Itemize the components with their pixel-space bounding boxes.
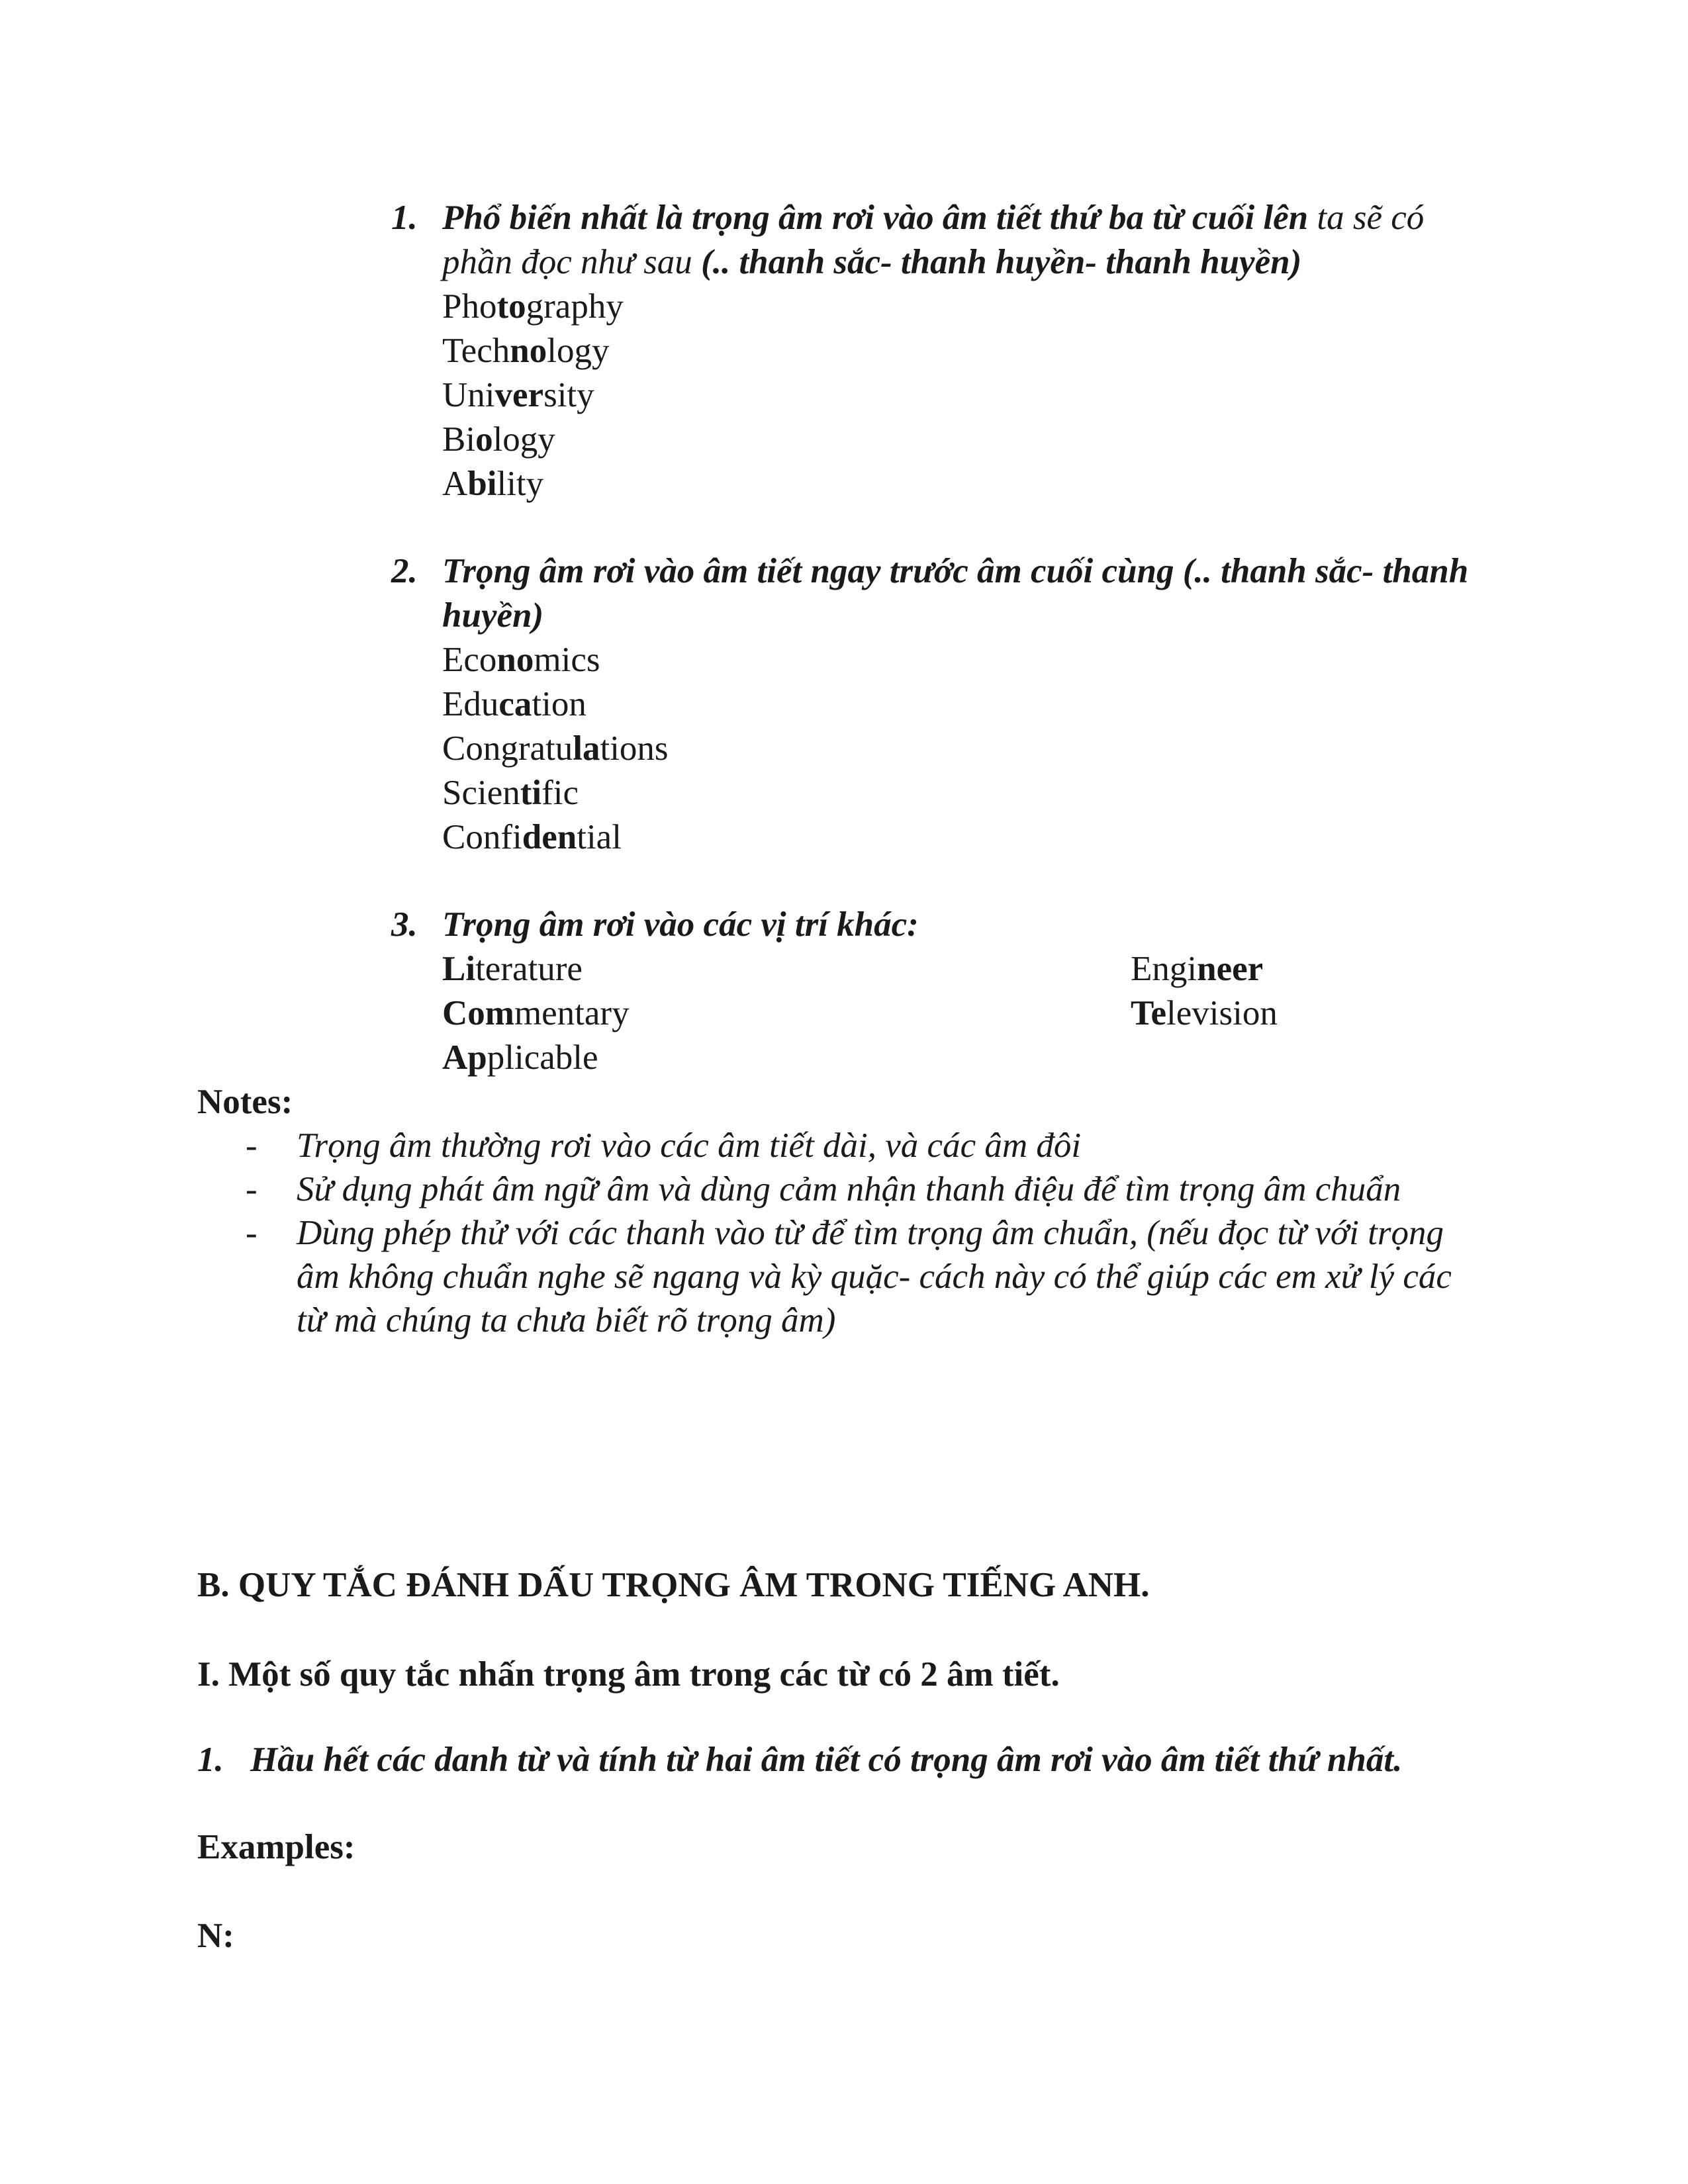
word-technology: Technology <box>442 332 610 370</box>
rule-b-1 <box>197 1738 1481 1782</box>
word-list-3-right <box>1131 947 1278 1036</box>
word-list-1 <box>442 285 624 506</box>
rule-item-2 <box>391 549 1475 638</box>
notes-title: Notes: <box>197 1083 293 1121</box>
word-economics: Economics <box>442 641 600 679</box>
rule-heading: Trọng âm rơi vào âm tiết ngay trước âm cuối cùng (.. thanh sắc- thanh huyền) <box>442 552 1469 635</box>
section-b-subtitle: I. Một số quy tắc nhấn trọng âm trong các từ có 2 âm tiết. <box>197 1655 1060 1694</box>
note-item: - Dùng phép thử với các thanh vào từ để tìm trọng âm chuẩn, (nếu đọc từ với trọng âm không chuẩn nghe sẽ ngang và kỳ quặc- cách này có thể giúp các em xử lý các từ mà chúng ta chưa biết rõ trọng âm) <box>297 1211 1475 1342</box>
rule-item-3 <box>391 903 1475 947</box>
item-number: 1. <box>391 199 418 237</box>
word-congratulations: Congratulations <box>442 729 669 768</box>
item-number: 3. <box>391 905 418 944</box>
word-photography: Photography <box>442 287 624 326</box>
rule-text: Hầu hết các danh từ và tính từ hai âm tiết có trọng âm rơi vào âm tiết thứ nhất. <box>250 1741 1403 1779</box>
dash-bullet: - <box>246 1126 258 1165</box>
word-list-2 <box>442 638 669 860</box>
word-engineer: Engineer <box>1131 950 1264 988</box>
word-education: Education <box>442 685 586 723</box>
word-biology: Biology <box>442 420 555 459</box>
section-b-title: B. QUY TẮC ĐÁNH DẤU TRỌNG ÂM TRONG TIẾNG ANH. <box>197 1566 1150 1604</box>
rule-item-1 <box>391 196 1481 285</box>
dash-bullet: - <box>246 1170 258 1208</box>
word-scientific: Scientific <box>442 774 579 812</box>
word-ability: Ability <box>442 465 544 503</box>
item-number: 2. <box>391 552 418 590</box>
notes-list <box>246 1124 1475 1342</box>
rule-heading: Trọng âm rơi vào các vị trí khác: <box>442 905 919 944</box>
word-list-3-left <box>442 947 630 1080</box>
item-number: 1. <box>197 1741 224 1779</box>
word-confidential: Confidential <box>442 818 622 856</box>
note-item: - Sử dụng phát âm ngữ âm và dùng cảm nhận thanh điệu để tìm trọng âm chuẩn <box>297 1167 1475 1211</box>
rule-heading: Phổ biến nhất là trọng âm rơi vào âm tiết thứ ba từ cuối lên ta sẽ có phần đọc như sau (.. thanh sắc- thanh huyền- thanh huyền) <box>442 199 1425 281</box>
word-university: University <box>442 376 594 414</box>
word-commentary: Commentary <box>442 994 630 1032</box>
word-applicable: Applicable <box>442 1038 598 1077</box>
noun-label: N: <box>197 1917 234 1955</box>
word-television: Television <box>1131 994 1278 1032</box>
examples-label: Examples: <box>197 1828 355 1866</box>
note-item: - Trọng âm thường rơi vào các âm tiết dài, và các âm đôi <box>297 1124 1475 1167</box>
dash-bullet: - <box>246 1214 258 1252</box>
word-literature: Literature <box>442 950 583 988</box>
